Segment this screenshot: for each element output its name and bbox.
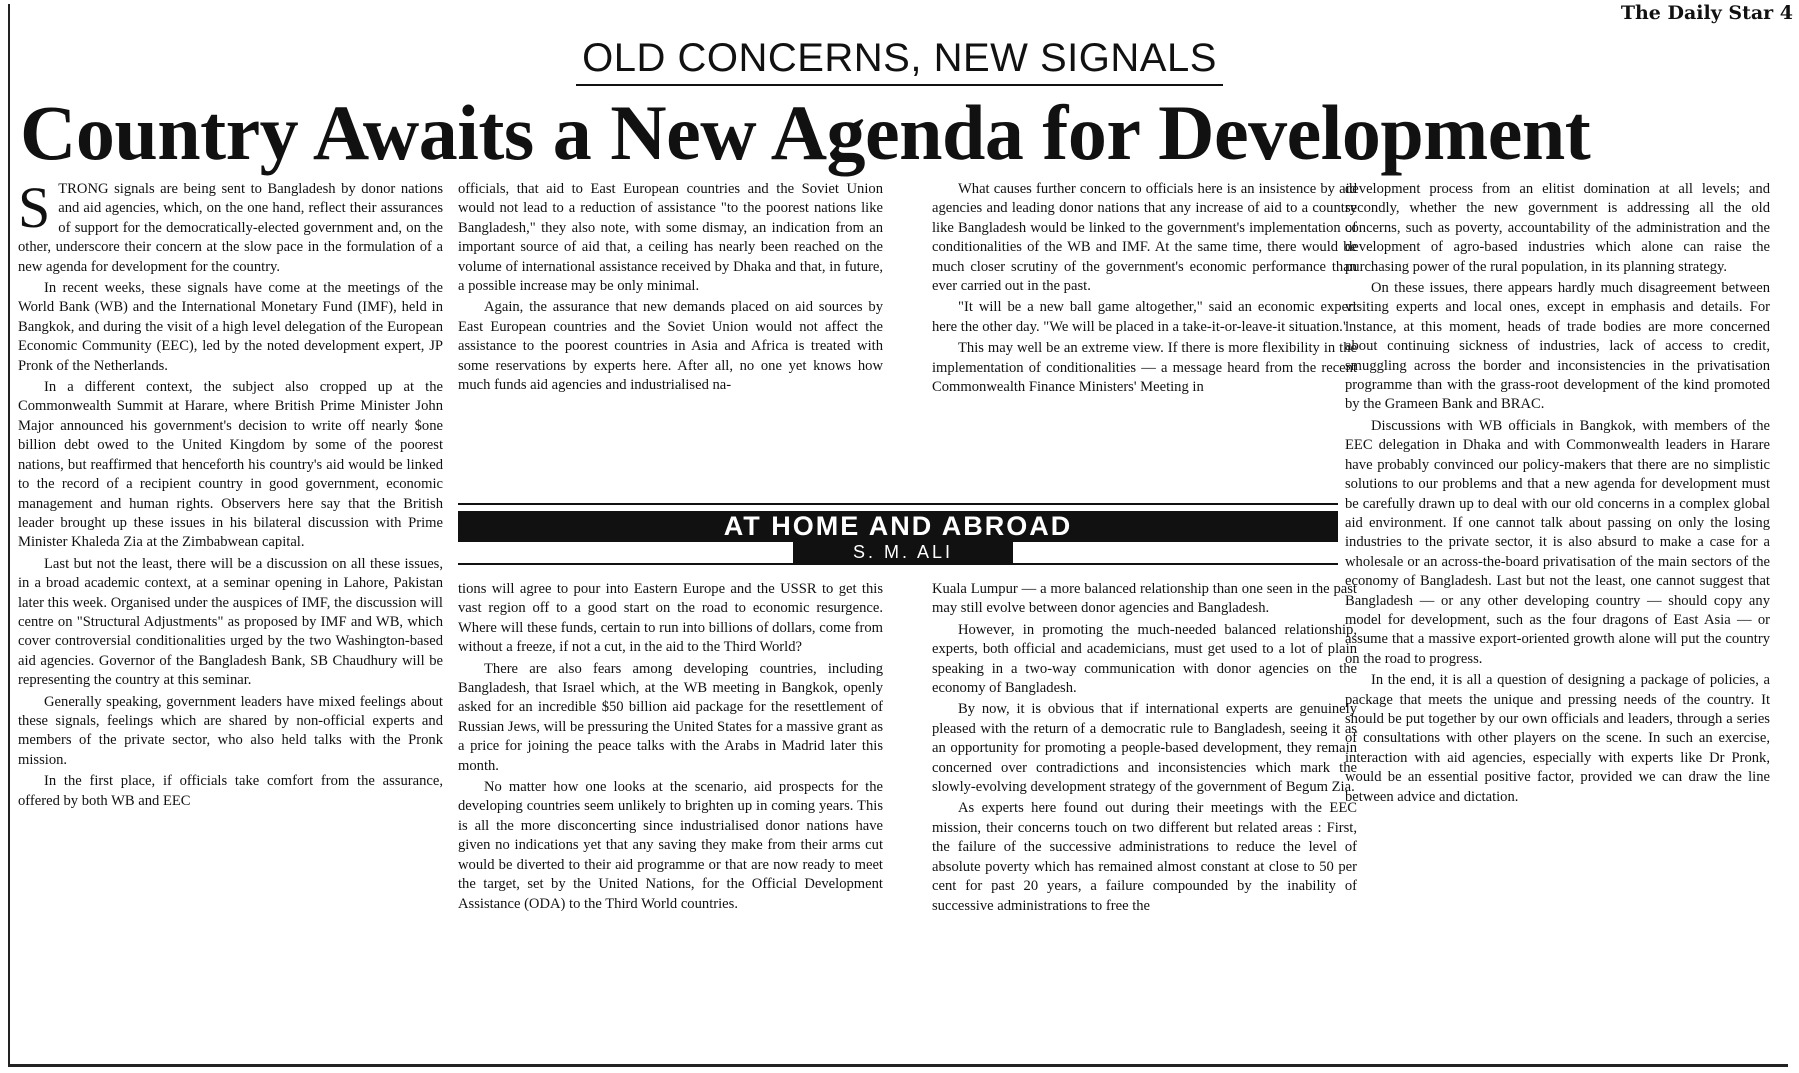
paragraph: development process from an elitist domination at all levels; and secondly, whether the new government is addressing all the old concerns, such as poverty, accountability of the administration and the development of agro-based industries which alone can raise the purchasing power of the rural population, in its planning strategy. xyxy=(1345,181,1770,275)
paragraph: By now, it is obvious that if international experts are genuinely pleased with the return of a democratic rule to Bangladesh, seeing it as an opportunity for promoting a people-based development, they remain concerned over contradictions and inconsistencies which mark the slowly-evolving development strategy of the government of Begum Zia. xyxy=(932,701,1357,796)
paragraph: tions will agree to pour into Eastern Europe and the USSR to get this vast region off to a good start on the road to economic resurgence. Where will these funds, certain to run into billions of dollars, come from without a freeze, if not a cut, in the aid to the Third World? xyxy=(458,581,883,656)
paragraph: officials, that aid to East European countries and the Soviet Union would not lead to a reduction of assistance "to the poorest nations like Bangladesh," they also note, with some dismay, an indication from an important source of aid that, a ceiling has nearly been reached on the volume of international assistance received by Dhaka and that, in future, a possible increase may be only minimal. xyxy=(458,181,883,295)
paragraph: What causes further concern to officials here is an insistence by aid agencies and leading donor nations that any increase of aid to a country like Bangladesh would be linked to the government's implementation of conditionalities of the WB and IMF. At the same time, there would be much closer scrutiny of the government's economic performance than ever carried out in the past. xyxy=(932,181,1357,295)
lead-text: TRONG signals are being sent to Bangladesh by donor nations and aid agencies, which, on the one hand, reflect their assurances of support for the democratically-elected government and, on the other, underscore their concern at the slow pace in the formulation of a new agenda for development for the country. xyxy=(18,181,443,275)
paragraph: Last but not the least, there will be a discussion on all these issues, in a broad academic context, at a seminar opening in Lahore, Pakistan later this week. Organised under the auspices of IMF, the discussion will centre on "Structural Adjustments" as proposed by IMF and WB, which cover controversial conditionalities urged by the two Washington-based aid agencies. Governor of the Bangladesh Bank, SB Chaudhury will be representing the country at this seminar. xyxy=(18,555,443,689)
bottom-rule xyxy=(8,1064,1788,1067)
lead-paragraph xyxy=(18,180,443,277)
article-column-2-bottom xyxy=(458,580,883,1060)
paragraph: However, in promoting the much-needed balanced relationship, experts, both official and academicians, must get used to a lot of plain speaking in a two-way communication with donor agencies on the economy of Bangladesh. xyxy=(932,621,1357,697)
paragraph: In the end, it is all a question of designing a package of policies, a package that meets the unique and pressing needs of the country. It should be put together by our own officials and leaders, through a series of consultations with other players on the scene. In such an exercise, interaction with aid agencies, especially with experts like Dr Pronk, would be an essential positive factor, provided we can draw the line between advice and dictation. xyxy=(1345,672,1770,805)
article-column-1 xyxy=(18,180,443,1060)
article-column-3-bottom xyxy=(932,580,1357,1060)
paragraph: Discussions with WB officials in Bangkok, with members of the EEC delegation in Dhaka and with Commonwealth leaders in Harare have probably convinced our policy-makers that there are no simplistic solutions to our problems and that a new agenda for development must be carefully drawn up to deal with our old concerns in a complex global aid environment. If one cannot talk about passing on only the losing industries to the private sector, it is also absurd to make a case for a wholesale or an across-the-board privatisation of the main sectors of the economy of Bangladesh. Last but not the least, one cannot suggest that Bangladesh — or any other developing country — should copy any model for development, such as the four dragons of East Asia — or assume that a massive export-oriented growth alone will put the country on the road to progress. xyxy=(1345,417,1770,667)
paragraph: As experts here found out during their meetings with the EEC mission, their concerns touch on two different but related areas : First, the failure of the successive administrations to reduce the level of absolute poverty which has remained almost constant at close to 50 per cent for past 20 years, a failure compounded by the inability of successive administrations to free the xyxy=(932,800,1357,914)
paragraph: No matter how one looks at the scenario, aid prospects for the developing countries seem unlikely to brighten up in coming years. This is all the more disconcerting since industrialised donor nations have given no indications yet that any saving they make from their arms cut would be diverted to their aid programme or that are now ready to meet the target, set by the United Nations, for the Official Development Assistance (ODA) to the Third World countries. xyxy=(458,779,883,912)
article-column-4 xyxy=(1345,180,1770,1060)
byline: S. M. ALI xyxy=(793,542,1013,563)
paragraph: "It will be a new ball game altogether," said an economic expert here the other day. "We will be placed in a take-it-or-leave-it situation." xyxy=(932,299,1357,335)
paragraph: This may well be an extreme view. If there is more flexibility in the implementation of conditionalities — a message heard from the recent Commonwealth Finance Ministers' Meeting in xyxy=(932,340,1357,396)
column-banner xyxy=(458,503,1338,565)
headline: Country Awaits a New Agenda for Development xyxy=(20,89,1591,176)
paragraph: Again, the assurance that new demands placed on aid sources by East European countries and the Soviet Union would not affect the assistance to the poorest countries in Asia and Africa is treated with some reservations by experts here. After all, no one yet knows how much funds aid agencies and industrialised na- xyxy=(458,299,883,394)
paragraph: In the first place, if officials take comfort from the assurance, offered by both WB and EEC xyxy=(18,773,443,809)
paragraph: Generally speaking, government leaders have mixed feelings about these signals, feelings which are shared by non-official experts and members of the private sector, who also held talks with the Pronk mission. xyxy=(18,693,443,768)
paragraph: There are also fears among developing countries, including Bangladesh, that Israel which, at the WB meeting in Bangkok, openly asked for an incredible $50 billion aid package for the resettlement of Russian Jews, will be pressuring the United States for a massive grant as a price for joining the peace talks with the Arabs in Madrid later this month. xyxy=(458,660,883,774)
article-column-2-top xyxy=(458,180,883,502)
paragraph: Kuala Lumpur — a more balanced relationship than one seen in the past may still evolve between donor agencies and Bangladesh. xyxy=(932,581,1357,617)
paragraph: In a different context, the subject also cropped up at the Commonwealth Summit at Harare, where British Prime Minister John Major announced his government's decision to write off nearly $one billion debt owed to the United Kingdom by some of the poorest nations, but reaffirmed that henceforth his country's aid would be linked to the record of a recipient country in good government, economic management and human rights. Observers here say that the British leader brought up these issues in his bilateral discussion with Prime Minister Khaleda Zia at the Zimbabwean capital. xyxy=(18,379,443,551)
column-title: AT HOME AND ABROAD xyxy=(458,511,1338,542)
article-column-3-top xyxy=(932,180,1357,502)
kicker xyxy=(0,36,1799,81)
left-column-rule xyxy=(8,4,10,1064)
paragraph: In recent weeks, these signals have come at the meetings of the World Bank (WB) and the International Monetary Fund (IMF), held in Bangkok, and during the visit of a high level delegation of the European Economic Community (EEC), led by the noted development expert, JP Pronk of the Netherlands. xyxy=(18,280,443,374)
kicker-text: OLD CONCERNS, NEW SIGNALS xyxy=(576,36,1223,86)
paragraph: On these issues, there appears hardly much disagreement between visiting experts and local ones, except in emphasis and details. For instance, at this moment, heads of trade bodies are more concerned about continuing sickness of industries, lack of access to credit, smuggling across the border and inconsistencies in the privatisation programme than with the grass-root development of the kind promoted by the Grameen Bank and BRAC. xyxy=(1345,280,1770,413)
masthead: The Daily Star 4 xyxy=(1620,2,1793,24)
drop-cap: S xyxy=(18,180,51,240)
